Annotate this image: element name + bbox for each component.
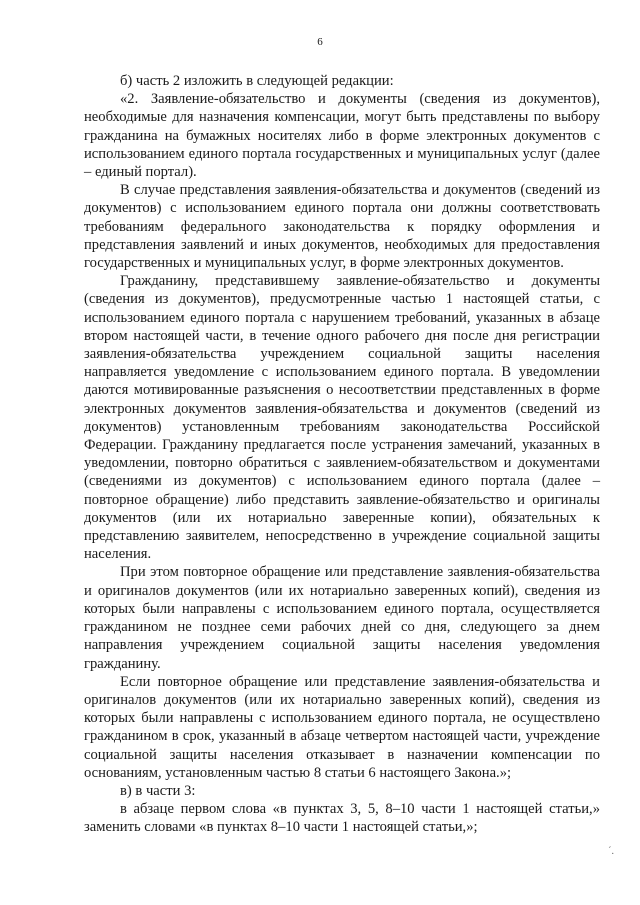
paragraph-amendment-part2: б) часть 2 изложить в следующей редакции: <box>120 73 394 89</box>
paragraph-notification: Гражданину, представившему заявление-обязательство и документы (сведения из документов), предусмотренные частью 1 настоящей статьи, с использованием единого портала с нарушением требований, указанных в абзаце втором настоящей части, в течение одного рабочего дня после дня регистрации заявления-обязательства учреждением социальной защиты населения направляется уведомление с использованием единого портала. В уведомлении даются мотивированные разъяснения о несоответствии представленных в форме электронных документов заявления-обязательства и документов (сведений из документов) установленным требованиям законодательства Российской Федерации. Гражданину предлагается после устранения замечаний, указанных в уведомлении, повторно обратиться с заявлением-обязательством и документами (сведениями из документов) с использованием единого портала (далее – повторное обращение) либо представить заявление-обязательство и оригиналы документов (или их нотариально заверенные копии), обязательных к представлению заявителем, непосредственно в учреждение социальной защиты населения. <box>84 273 600 563</box>
paragraph-electronic-submission: В случае представления заявления-обязательства и документов (сведений из документов) с использованием единого портала они должны соответствовать требованиям федерального законодательства к порядку оформления и представления заявлений и иных документов, необходимых для предоставления государственных и муниципальных услуг, в форме электронных документов. <box>84 182 600 272</box>
paragraph-repeat-request: При этом повторное обращение или представление заявления-обязательства и оригиналов документов (или их нотариально заверенных копий), сведения из которых были направлены с использованием единого портала, осуществляется гражданином не позднее семи рабочих дней со дня, следующего за днем направления учреждением социальной защиты населения уведомления гражданину. <box>84 564 600 672</box>
paragraph-replace-words: в абзаце первом слова «в пунктах 3, 5, 8–10 части 1 настоящей статьи,» заменить словами «в пунктах 8–10 части 1 настоящей статьи,»; <box>84 801 600 836</box>
page-number: 6 <box>317 36 323 48</box>
corner-mark: ´. <box>608 846 614 857</box>
paragraph-clause-2: «2. Заявление-обязательство и документы (сведения из документов), необходимые для назначения компенсации, могут быть представлены по выбору гражданина на бумажных носителях либо в форме электронных документов с использованием единого портала государственных и муниципальных услуг (далее – единый портал). <box>84 91 600 181</box>
paragraph-part3: в) в части 3: <box>120 782 196 799</box>
paragraph-refusal: Если повторное обращение или представление заявления-обязательства и оригиналов документов (или их нотариально заверенных копий), сведения из которых были направлены с использованием единого портала, не осуществлено гражданином в срок, указанный в абзаце четвертом настоящей части, учреждение социальной защиты населения отказывает в назначении компенсации по основаниям, установленным частью 8 статьи 6 настоящего Закона.»; <box>84 673 600 781</box>
document-body <box>84 72 600 837</box>
